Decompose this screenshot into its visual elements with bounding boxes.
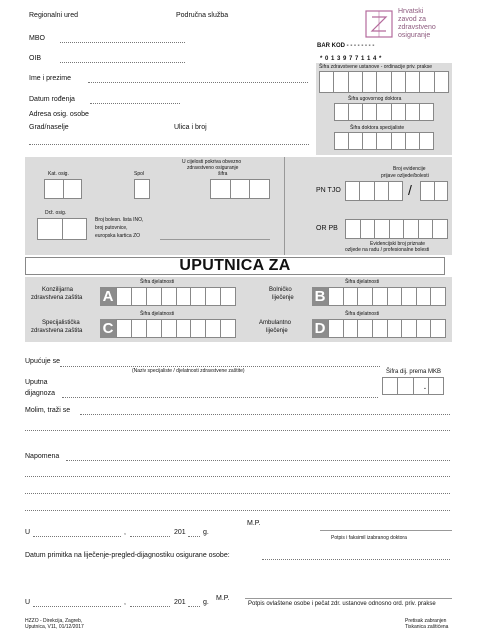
barcode-label: BAR KOD - - - - - - - - [317, 43, 375, 49]
branch-office-label: Područna služba [176, 12, 229, 19]
mp-1: M.P. [247, 520, 261, 527]
dob-field[interactable] [90, 103, 180, 104]
category-boxes[interactable] [44, 179, 82, 199]
state-boxes[interactable] [37, 218, 87, 240]
city-label: Grad/naselje [29, 124, 69, 131]
name-field[interactable] [88, 82, 308, 83]
pn-tjo-label: PN TJO [316, 187, 341, 194]
full-cover-label-2: zdravstveno osiguranje [187, 165, 239, 171]
note-field-3[interactable] [25, 493, 450, 494]
doctor-signature-label: Potpis i faksimil izabranog doktora [331, 535, 407, 541]
mp-2: M.P. [216, 595, 230, 602]
logo-line-3: zdravstveno [398, 24, 436, 31]
referred-to-label: Upućuje se [25, 358, 61, 365]
logo-line-2: zavod za [398, 16, 427, 23]
contract-doctor-boxes[interactable] [334, 103, 434, 121]
date-field-1[interactable] [130, 536, 170, 537]
a-label-2: zdravstvena zaštita [31, 295, 83, 301]
oib-label: OIB [29, 55, 42, 62]
form-id-2: Uputnica, V11, 01/12/2017 [25, 624, 84, 630]
note-field-1[interactable] [66, 460, 450, 461]
sex-label: Spol [134, 171, 145, 177]
specialist-code-boxes[interactable] [334, 132, 434, 150]
address-field[interactable] [29, 144, 309, 145]
section-c-badge[interactable]: C [100, 319, 116, 338]
evidence-label-2: prijave ozljede/bolesti [381, 173, 429, 179]
c-label-2: zdravstvena zaštita [31, 328, 83, 334]
c-code-label: Šifra djelatnosti [140, 311, 175, 317]
section-b-badge[interactable]: B [312, 287, 328, 306]
print-note-1: Pretisak zabranjen [405, 618, 447, 624]
mkb-dot: . [424, 384, 426, 391]
year-field-1[interactable] [188, 536, 200, 537]
place-label-1: U [25, 529, 31, 536]
auth-signature-line[interactable] [245, 598, 452, 599]
a-code-boxes[interactable] [116, 287, 236, 306]
note-field-2[interactable] [25, 476, 450, 477]
print-note-2: Tiskanica zaštićena [405, 624, 449, 630]
b-code-label: Šifra djelatnosti [345, 279, 380, 285]
note-label: Napomena [25, 453, 60, 460]
oib-field[interactable] [60, 62, 185, 63]
or-pb-label: OR PB [316, 225, 338, 232]
mkb-code-label: Šifra dij. prema MKB [386, 369, 442, 375]
state-label: Drž. osig. [45, 210, 67, 216]
address-label: Adresa osig. osobe [29, 111, 89, 118]
diagnosis-field[interactable] [62, 397, 378, 398]
diagnosis-label-2: dijagnoza [25, 390, 55, 397]
section-d-badge[interactable]: D [312, 319, 328, 338]
street-label: Ulica i broj [174, 124, 207, 131]
ino-label-1: Broj bolesn. lista INO, [95, 217, 144, 223]
clinic-code-boxes[interactable] [319, 71, 449, 93]
d-code-label: Šifra djelatnosti [345, 311, 380, 317]
ino-label-3: europska kartica ZO [95, 233, 141, 239]
evidence-boxes-2[interactable] [420, 181, 448, 201]
place-field-1[interactable] [33, 536, 121, 537]
request-label: Molim, traži se [25, 407, 71, 414]
received-label: Datum primitka na liječenje-pregled-dijagnostiku osigurane osobe: [25, 552, 230, 559]
ino-label-2: broj putovnice, [95, 225, 128, 231]
g-2: g. [203, 599, 209, 606]
name-label: Ime i prezime [29, 75, 72, 82]
d-label-1: Ambulantno [259, 320, 292, 326]
c-code-boxes[interactable] [116, 319, 236, 338]
request-field-1[interactable] [80, 414, 450, 415]
b-label-2: liječenje [272, 295, 294, 301]
recognized-label-1: Evidencijski broj priznate [370, 241, 426, 247]
ino-field[interactable] [160, 239, 270, 240]
a-label-1: Konzilijarna [42, 287, 74, 293]
year-field-2[interactable] [188, 606, 200, 607]
year-1: 201 [174, 529, 186, 536]
hzzo-logo-icon [364, 9, 394, 39]
full-cover-boxes[interactable] [210, 179, 270, 199]
category-label: Kat. osig. [48, 171, 69, 177]
insurance-divider [284, 157, 285, 255]
g-1: g. [203, 529, 209, 536]
mbo-field[interactable] [60, 42, 185, 43]
mbo-label: MBO [29, 35, 45, 42]
full-cover-label-1: U cijelosti pokriva obvezno [182, 159, 242, 165]
specialist-note: (Naziv specijaliste / djelatnosti zdravstvene zaštite) [132, 368, 245, 374]
d-code-boxes[interactable] [328, 319, 446, 338]
sex-box[interactable] [134, 179, 150, 199]
evidence-boxes-1[interactable] [345, 181, 403, 201]
specialist-code-label: Šifra doktora specijaliste [350, 125, 405, 131]
recognized-label-2: ozljede na radu / profesionalne bolesti [345, 247, 430, 253]
b-label-1: Bolničko [269, 287, 292, 293]
barcode-digits: * 0 1 3 9 7 7 1 1 4 * [320, 56, 382, 62]
d-label-2: liječenje [266, 328, 288, 334]
date-field-2[interactable] [130, 606, 170, 607]
year-2: 201 [174, 599, 186, 606]
b-code-boxes[interactable] [328, 287, 446, 306]
received-field[interactable] [262, 559, 450, 560]
referred-to-field[interactable] [60, 366, 380, 367]
diagnosis-label-1: Uputna [25, 379, 48, 386]
clinic-code-label: Šifra zdravstvene ustanove - ordinacije priv. prakse [319, 64, 433, 70]
c-label-1: Specijalistička [42, 320, 80, 326]
auth-signature-label: Potpis ovlaštene osobe i pečat zdr. ustanove odnosno ord. priv. prakse [248, 601, 436, 607]
evidence-label-1: Broj evidencije [393, 166, 426, 172]
doctor-signature-line[interactable] [320, 530, 452, 531]
logo-line-4: osiguranje [398, 32, 431, 39]
note-field-4[interactable] [25, 510, 450, 511]
logo-line-1: Hrvatski [398, 8, 424, 15]
a-code-label: Šifra djelatnosti [140, 279, 175, 285]
section-a-badge[interactable]: A [100, 287, 116, 306]
comma-2: , [124, 599, 126, 606]
full-cover-label-3: šifra [218, 171, 228, 177]
place-field-2[interactable] [33, 606, 121, 607]
page-title: UPUTNICA ZA [179, 257, 291, 274]
recognized-boxes[interactable] [345, 219, 448, 239]
contract-doctor-label: Šifra ugovornog doktora [348, 96, 402, 102]
place-label-2: U [25, 599, 31, 606]
form-id-1: HZZO - Direkcija, Zagreb, [25, 618, 83, 624]
evidence-slash: / [408, 182, 412, 198]
regional-office-label: Regionalni ured [29, 12, 79, 19]
mkb-code-boxes[interactable] [382, 377, 444, 395]
comma-1: , [124, 529, 126, 536]
request-field-2[interactable] [25, 430, 450, 431]
dob-label: Datum rođenja [29, 96, 75, 103]
